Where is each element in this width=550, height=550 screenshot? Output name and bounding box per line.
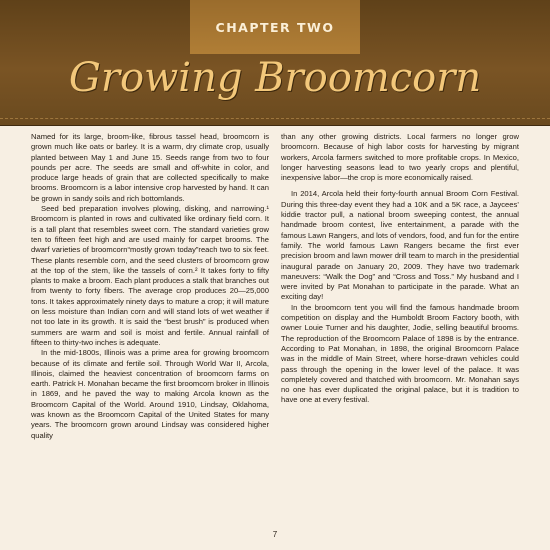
right-column bbox=[281, 132, 519, 524]
paragraph: than any other growing districts. Local farmers no longer grow broomcorn. Because of high labor costs for harvesting by migrant workers, Arcola farmers switched to more profitable crops. In Mexico, longer harvesting seasons lead to two yearly crops and plentiful, inexpensive labor—the crop is more economically raised. bbox=[281, 132, 519, 183]
chapter-label: CHAPTER TWO bbox=[215, 19, 335, 35]
body-columns bbox=[31, 132, 519, 524]
paragraph: In the mid-1800s, Illinois was a prime area for growing broomcorn because of its climate and fertile soil. Through World War II, Arcola, Illinois, claimed the heaviest concentration of broomcorn farms on earth. Patrick H. Monahan became the first broomcorn broker in Illinois in 1869, and he paved the way to making Arcola known as the Broomcorn Capital of the World. Around 1910, Lindsay, Oklahoma, was known as the Broomcorn Capital of the United States for many years. The broomcorn grown around Lindsay was considered higher quality bbox=[31, 348, 269, 440]
header-stitch-divider bbox=[0, 118, 550, 119]
page-number: 7 bbox=[272, 530, 278, 539]
paragraph: Named for its large, broom-like, fibrous tassel head, broomcorn is grown much like oats or barley. It is a warm, dry climate crop, usually planted between May 1 and June 15. Seeds range from two to four pounds per acre. The seeds are small and off-white in color, and produce large heads of grain that are collected specifically to make brooms. Broomcorn is a labor intensive crop harvested by hand. It can be grown in sandy soils and rich bottomlands. bbox=[31, 132, 269, 203]
paragraph: In the broomcorn tent you will find the famous handmade broom competition on display and the Humboldt Broom Factory booth, with owner Louie Turner and his daughter, Jodie, selling beautiful brooms. The reproduction of the Broomcorn Palace of 1898 is by the entrance. According to Pat Monahan, in 1898, the original Broomcorn Palace was in the middle of Main Street, where horse-drawn vehicles could pass through the opening in the lower level of the palace. It was completely covered and thatched with broomcorn. Mr. Monahan says no one has ever duplicated the original palace, but it is tradition to have one at every festival. bbox=[281, 302, 519, 405]
chapter-header bbox=[0, 0, 550, 126]
paragraph: In 2014, Arcola held their forty-fourth annual Broom Corn Festival. During this three-day event they had a 10K and a 5K race, a Jaycees’ kiddie tractor pull, a national broom sweeping contest, the annual handmade broom contest, live entertainment, a parade with the famous Lawn Rangers, and lots of vendors, food, and fun for the entire family. The world famous Lawn Rangers became the first ever precision broom and lawn mower drill team to march in the presidential inaugural parade on January 20, 2009. They have two trademark maneuvers: “Walk the Dog” and “Cross and Toss.” My husband and I were invited by Pat Monahan to participate in the parade. What an exciting day! bbox=[281, 189, 519, 302]
left-column bbox=[31, 132, 269, 524]
paragraph: Seed bed preparation involves plowing, disking, and narrowing.¹ Broomcorn is planted in rows and cultivated like ordinary field corn. It is a tall plant that resembles sweet corn. The standard varieties grow ten to fifteen feet high and are used mainly for carpet brooms. The dwarf varieties of broomcorn“mostly grown today”reach two to six feet. These plants resemble corn, and the seed clusters of broomcorn grow at the top of the stem, like the tassels of corn.² It takes forty to fifty plants to make a broom. Each plant produces a stalk that branches out from twenty to forty fibers. The average crop produces 20—25,000 tons. It takes approximately ninety days to mature a crop; it will mature on less moisture than Indian corn and will stand lots of wet weather if not too late in its growth. It is said the “best brush” is produced when summers are warm and soil is moist and fertile. Annual rainfall of fifteen to thirty-two inches is adequate. bbox=[31, 204, 269, 347]
chapter-title: Growing Broomcorn bbox=[68, 55, 482, 101]
chapter-band bbox=[190, 0, 360, 54]
